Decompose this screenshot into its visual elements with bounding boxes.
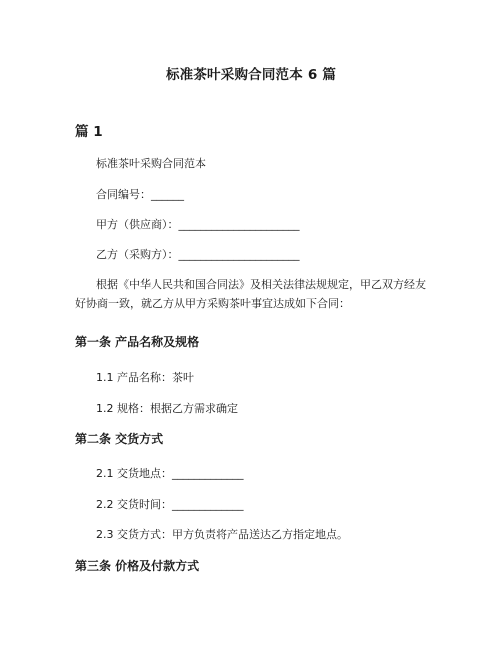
- clause-2-item-1: 2.1 交货地点：_____________: [96, 467, 244, 480]
- clause-1-item-1: 1.1 产品名称：茶叶: [96, 371, 194, 384]
- clause-heading-3: 第三条 价格及付款方式: [75, 559, 200, 573]
- clause-1-item-2: 1.2 规格：根据乙方需求确定: [96, 402, 238, 415]
- party-a: 甲方（供应商）：______________________: [96, 218, 300, 231]
- contract-name: 标准茶叶采购合同范本: [96, 157, 206, 170]
- party-b: 乙方（采购方）：______________________: [96, 248, 300, 261]
- clause-heading-1: 第一条 产品名称及规格: [75, 335, 200, 349]
- section-heading: 篇 1: [75, 124, 103, 140]
- clause-2-item-3: 2.3 交货方式：甲方负责将产品送达乙方指定地点。: [96, 528, 348, 541]
- contract-number: 合同编号：______: [96, 188, 184, 201]
- document-title: 标准茶叶采购合同范本 6 篇: [165, 67, 337, 83]
- clause-2-item-2: 2.2 交货时间：_____________: [96, 498, 244, 511]
- preamble-paragraph: 根据《中华人民共和国合同法》及相关法律法规规定，甲乙双方经友好协商一致，就乙方从甲方采购茶叶事宜达成如下合同：: [75, 278, 426, 310]
- clause-heading-2: 第二条 交货方式: [75, 432, 164, 446]
